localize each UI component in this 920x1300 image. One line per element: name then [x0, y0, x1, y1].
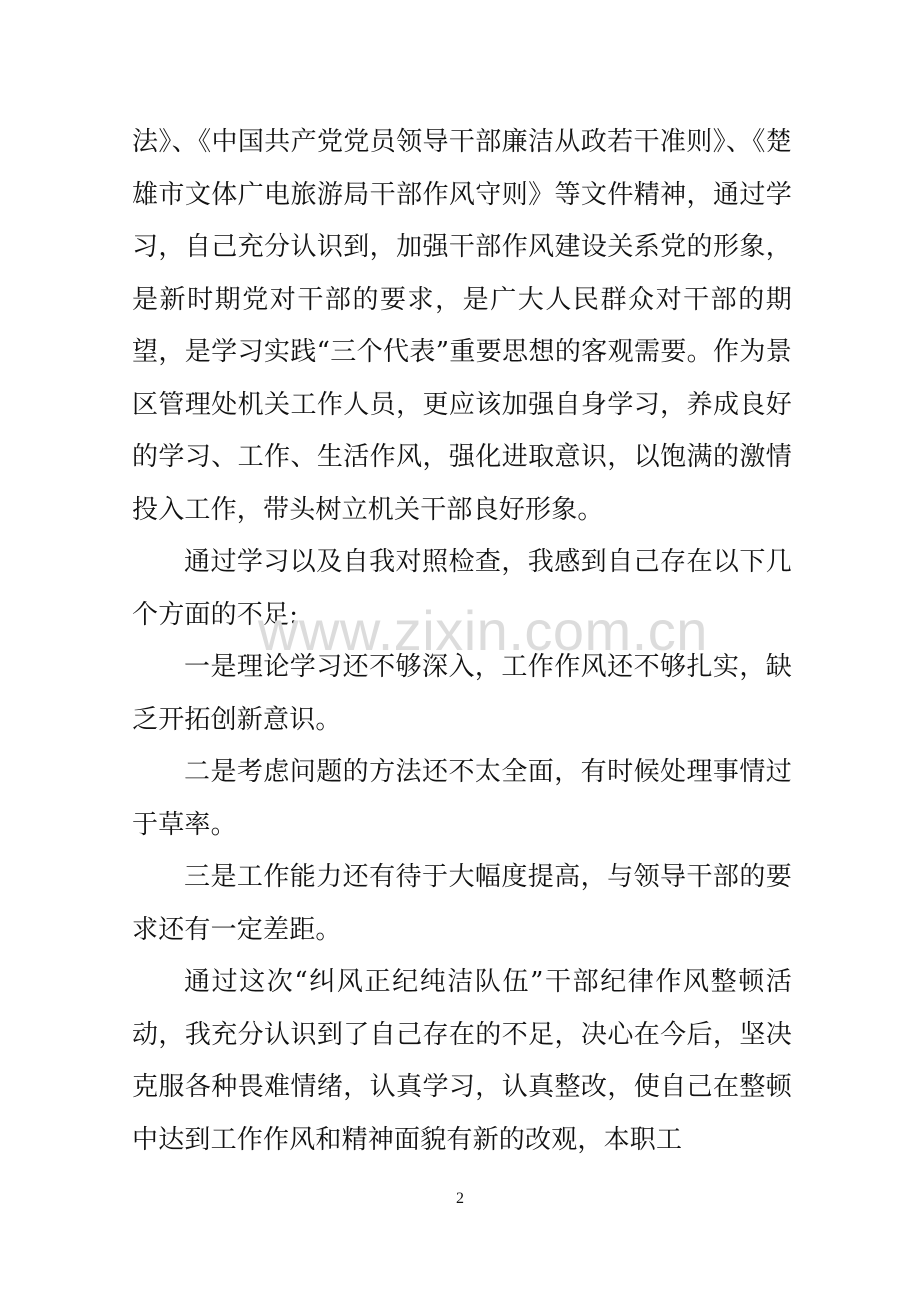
paragraph-1: 法》、《中国共产党党员领导干部廉洁从政若干准则》、《楚雄市文体广电旅游局干部作风守则》等文件精神，通过学习，自己充分认识到，加强干部作风建设关系党的形象，是新时期党对干部的要求，是广大人民群众对干部的期望，是学习实践“三个代表”重要思想的客观需要。作为景区管理处机关工作人员，更应该加强自身学习，养成良好的学习、工作、生活作风，强化进取意识，以饱满的激情投入工作，带头树立机关干部良好形象。: [132, 127, 792, 525]
page-number: 2: [456, 1190, 464, 1207]
paragraph-2: 通过学习以及自我对照检查，我感到自己存在以下几个方面的不足:: [132, 547, 792, 630]
paragraph-4: 二是考虑问题的方法还不太全面，有时候处理事情过于草率。: [132, 757, 792, 840]
paragraph-6: 通过这次“纠风正纪纯洁队伍”干部纪律作风整顿活动，我充分认识到了自己存在的不足，决心在今后，坚决克服各种畏难情绪，认真学习，认真整改，使自己在整顿中达到工作作风和精神面貌有新的改观，本职工: [132, 967, 792, 1155]
watermark: www.zixin.com.cn: [258, 599, 708, 662]
paragraph-3: 一是理论学习还不够深入，工作作风还不够扎实，缺乏开拓创新意识。: [132, 652, 792, 735]
paragraph-5: 三是工作能力还有待于大幅度提高，与领导干部的要求还有一定差距。: [132, 862, 792, 945]
